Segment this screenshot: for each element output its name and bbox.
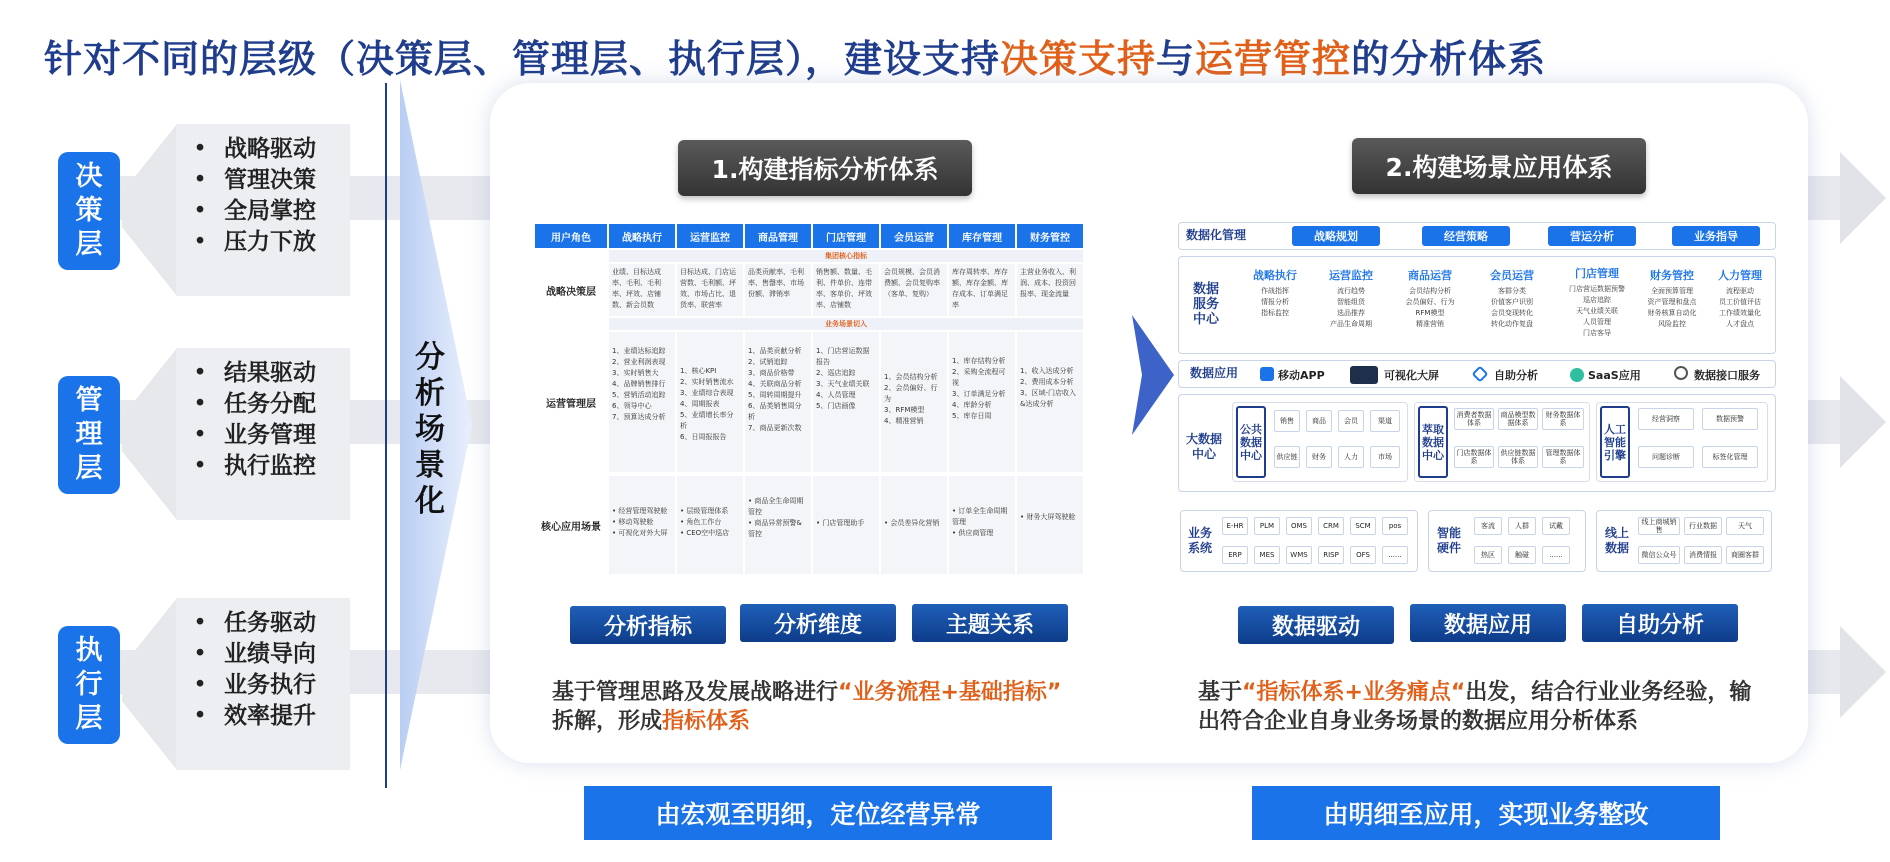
level-fan — [122, 348, 177, 520]
hw-item: ...... — [1542, 546, 1570, 564]
level-band-arrow-execution — [1840, 626, 1886, 718]
hw-item: 触碰 — [1508, 546, 1536, 564]
online-item: 消费情报 — [1684, 546, 1722, 564]
matrix-cell: 业绩、目标达成率、毛利、毛利率、坪效、店铺数、新会员数 — [609, 264, 675, 316]
saas-icon — [1570, 368, 1584, 382]
matrix-cell: • 门店管理助手 — [813, 476, 879, 574]
level-list-execution — [176, 598, 350, 770]
matrix-header: 商品管理 — [745, 224, 811, 248]
level-badge-execution: 执 行 层 — [58, 626, 120, 744]
level-item: • 结果驱动 — [193, 360, 316, 386]
extract-item: 消费者数据体系 — [1454, 408, 1494, 430]
level-badge-management: 管 理 层 — [58, 376, 120, 494]
digital-mgmt-label: 数据化管理 — [1186, 228, 1247, 242]
extract-data-tag: 萃取数据中心 — [1418, 406, 1448, 478]
section1-description: 基于管理思路及发展战略进行“业务流程+基础指标” 拆解，形成指标体系 — [552, 680, 1062, 734]
matrix-header: 财务管控 — [1017, 224, 1083, 248]
biz-item: E-HR — [1222, 517, 1248, 535]
extract-item: 供应链数据体系 — [1498, 446, 1538, 468]
app-label: SaaS应用 — [1588, 369, 1641, 382]
smart-hw-label: 智能硬件 — [1436, 526, 1461, 555]
public-item: 渠道 — [1370, 410, 1400, 432]
online-item: 微信公众号 — [1638, 546, 1680, 564]
top-pill: 战略规划 — [1292, 226, 1380, 246]
level-list-decision — [176, 124, 350, 296]
biz-system-label: 业务系统 — [1187, 526, 1212, 555]
matrix-header: 门店管理 — [813, 224, 879, 248]
macro-to-detail-banner: 由宏观至明细，定位经营异常 — [584, 786, 1052, 840]
app-label: 数据接口服务 — [1694, 369, 1760, 382]
level-band-arrow-decision — [1840, 152, 1886, 244]
public-item: 市场 — [1370, 446, 1400, 468]
top-pill: 业务指导 — [1672, 226, 1760, 246]
top-pill: 营运分析 — [1548, 226, 1636, 246]
public-item: 商品 — [1306, 410, 1332, 432]
public-item: 人力 — [1338, 446, 1364, 468]
public-item: 供应链 — [1274, 446, 1300, 468]
biz-item: OFS — [1350, 546, 1376, 564]
title-text: 针对不同的层级（决策层、管理层、执行层），建设支持 — [44, 37, 1001, 81]
page-title — [44, 28, 1546, 83]
title-highlight-ops: 运营管控 — [1195, 37, 1352, 81]
matrix-cell: 1、收入达成分析 2、费用成本分析 3、区域-门店收入&达成分析 — [1017, 332, 1083, 472]
biz-item: OMS — [1286, 517, 1312, 535]
matrix-row-label: 运营管理层 — [535, 332, 607, 472]
ai-item: 标签化管理 — [1702, 446, 1758, 468]
section2-description: 基于“指标体系+业务痛点“出发，结合行业业务经验，输出符合企业自身业务场景的数据应用分析体系 — [1198, 680, 1752, 734]
biz-item: CRM — [1318, 517, 1344, 535]
level-item: • 执行监控 — [193, 453, 316, 479]
online-item: 线上商城销售 — [1638, 517, 1680, 535]
service-col: 财务管控 全面预算管理 资产管理和盘点 财务核算自动化 风险监控 — [1647, 269, 1697, 328]
matrix-cell: 1、品类贡献分析 2、试销追踪 3、商品价格带 4、关联商品分析 5、周转周期提升 6、品类销售周分析 7、商品更新次数 — [745, 332, 811, 472]
matrix-cell: • 订单全生命周期管理 • 供应商管理 — [949, 476, 1015, 574]
title-highlight-decision: 决策支持 — [1000, 37, 1157, 81]
matrix-cell: • 商品全生命周期管控 • 商品异常预警&管控 — [745, 476, 811, 574]
biz-item: pos — [1382, 517, 1408, 535]
title-suffix: 的分析体系 — [1351, 37, 1547, 81]
level-list-management — [176, 348, 350, 520]
scenario-diagram — [1178, 222, 1776, 572]
online-item: 行业数据 — [1684, 517, 1722, 535]
online-item: 天气 — [1726, 517, 1764, 535]
service-col: 会员运营 客群分类 价值客户识别 会员变现转化 转化动作复盘 — [1490, 269, 1534, 328]
matrix-cell: • 层级管理体系 • 角色工作台 • CEO空中巡店 — [677, 476, 743, 574]
section1-title: 1.构建指标分析体系 — [678, 140, 972, 196]
level-badge-decision: 决 策 层 — [58, 152, 120, 270]
level-item: • 战略驱动 — [193, 136, 316, 162]
public-item: 销售 — [1274, 410, 1300, 432]
matrix-cell: 销售额、数量、毛利、件单价、连带率、客单价、坪效率、店铺数 — [813, 264, 879, 316]
analysis-dimension-button: 分析维度 — [740, 604, 896, 642]
matrix-cell: 1、会员结构分析 2、会员偏好、行为 3、RFM模型 4、精准营销 — [881, 332, 947, 472]
matrix-header: 用户角色 — [535, 224, 607, 248]
ai-engine-tag: 人工智能引擎 — [1600, 406, 1630, 478]
level-fan — [122, 598, 177, 770]
biz-item: PLM — [1254, 517, 1280, 535]
matrix-cell: 目标达成、门店运营数、毛利额、坪效、市场占比、退货率、联营率 — [677, 264, 743, 316]
matrix-header: 库存管理 — [949, 224, 1015, 248]
biz-item: RISP — [1318, 546, 1344, 564]
biz-item: ERP — [1222, 546, 1248, 564]
ai-item: 经营洞察 — [1638, 408, 1694, 430]
vertical-divider — [385, 83, 387, 788]
matrix-cell: 库存周转率、库存额、库存金额、库存成本、订单满足率 — [949, 264, 1015, 316]
matrix-header: 会员运营 — [881, 224, 947, 248]
extract-item: 门店数据体系 — [1454, 446, 1494, 468]
bigdata-label: 大数据中心 — [1185, 432, 1222, 461]
topic-relation-button: 主题关系 — [912, 604, 1068, 642]
online-item: 商圈客群 — [1726, 546, 1764, 564]
app-label: 移动APP — [1278, 369, 1325, 382]
detail-to-application-banner: 由明细至应用，实现业务整改 — [1252, 786, 1720, 840]
service-col: 人力管理 流程驱动 员工价值评估 工作绩效量化 人才盘点 — [1718, 269, 1762, 328]
title-connector: 与 — [1156, 37, 1196, 81]
level-item: • 压力下放 — [193, 229, 316, 255]
matrix-cell: • 财务大屏驾驶舱 — [1017, 476, 1083, 574]
data-app-label: 数据应用 — [1190, 366, 1239, 380]
app-label: 自助分析 — [1494, 369, 1538, 382]
public-item: 会员 — [1338, 410, 1364, 432]
level-item: • 业绩导向 — [193, 641, 316, 667]
level-fan — [122, 124, 177, 296]
extract-item: 商品模型数据体系 — [1498, 408, 1538, 430]
top-pill: 经营策略 — [1422, 226, 1510, 246]
biz-item: SCM — [1350, 517, 1376, 535]
matrix-cell: 1、库存结构分析 2、采购全流程可视 3、订单满足分析 4、库龄分析 5、库存日周 — [949, 332, 1015, 472]
level-item: • 任务分配 — [193, 391, 316, 417]
matrix-row-label: 战略决策层 — [535, 264, 607, 316]
online-data-label: 线上数据 — [1604, 526, 1629, 555]
biz-item: WMS — [1286, 546, 1312, 564]
level-item: • 效率提升 — [193, 703, 316, 729]
level-item: • 任务驱动 — [193, 610, 316, 636]
analysis-indicator-button: 分析指标 — [570, 606, 726, 644]
matrix-cell: 主营业务收入、利润、成本、投资回报率、现金流量 — [1017, 264, 1083, 316]
service-center-label: 数据服务中心 — [1192, 282, 1219, 327]
matrix-cell: 1、核心KPI 2、实时销售流水 3、业绩综合表现 4、周期报表 5、业绩增长率分析 6、日周报报告 — [677, 332, 743, 472]
biz-item: ...... — [1382, 546, 1408, 564]
mobile-app-icon — [1260, 367, 1274, 381]
matrix-header: 运营监控 — [677, 224, 743, 248]
self-analysis-button: 自助分析 — [1582, 604, 1738, 642]
section2-title: 2.构建场景应用体系 — [1352, 138, 1646, 194]
level-item: • 业务执行 — [193, 672, 316, 698]
data-driven-button: 数据驱动 — [1238, 606, 1394, 644]
api-icon — [1674, 366, 1688, 380]
hw-item: 客流 — [1474, 517, 1502, 535]
ai-item: 问题诊断 — [1638, 446, 1694, 468]
hw-item: 试戴 — [1542, 517, 1570, 535]
biz-item: MES — [1254, 546, 1280, 564]
matrix-row-label: 核心应用场景 — [535, 476, 607, 574]
vertical-label: 分 析 场 景 化 — [415, 340, 445, 519]
flow-arrow-icon — [1132, 315, 1174, 435]
app-label: 可视化大屏 — [1384, 369, 1439, 382]
service-col: 运营监控 流行趋势 智能组货 选品推荐 产品生命周期 — [1329, 269, 1373, 328]
data-application-button: 数据应用 — [1410, 604, 1566, 642]
matrix-cell: 1、业绩达标追踪 2、营业利润表现 3、实时销售大 4、品牌销售排行 5、营销活动追踪 6、领导中心 7、预算达成分析 — [609, 332, 675, 472]
public-item: 财务 — [1306, 446, 1332, 468]
hw-item: 热区 — [1474, 546, 1502, 564]
extract-item: 财务数据体系 — [1542, 408, 1584, 430]
matrix-cell: 品类贡献率、毛利率、售罄率、市场份额、滞销率 — [745, 264, 811, 316]
extract-item: 管理数据体系 — [1542, 446, 1584, 468]
matrix-cell: 会员规模、会员消费额、会员复购率（客单、复购） — [881, 264, 947, 316]
level-item: • 管理决策 — [193, 167, 316, 193]
ai-item: 数据预警 — [1702, 408, 1758, 430]
hw-item: 人群 — [1508, 517, 1536, 535]
matrix-header: 战略执行 — [609, 224, 675, 248]
matrix-strip: 业务场景切入 — [609, 318, 1083, 330]
service-col: 战略执行 作战指挥 情报分析 指标监控 — [1253, 269, 1297, 317]
matrix-cell: • 会员差异化营销 — [881, 476, 947, 574]
matrix-cell: 1、门店营运数据报告 2、巡店追踪 3、天气业绩关联 4、人员管理 5、门店画像 — [813, 332, 879, 472]
service-col: 门店管理 门店营运数据预警 巡店追踪 天气业绩关联 人员管理 门店客导 — [1569, 267, 1625, 337]
indicator-matrix — [535, 224, 1083, 574]
public-data-tag: 公共数据中心 — [1236, 406, 1266, 478]
level-band-arrow-management — [1840, 376, 1886, 468]
screen-icon — [1350, 366, 1378, 384]
matrix-strip: 集团核心指标 — [609, 250, 1083, 262]
service-col: 商品运营 会员结构分析 会员偏好、行为 RFM模型 精准营销 — [1405, 269, 1455, 328]
matrix-cell: • 经营管理驾驶舱 • 移动驾驶舱 • 可视化对外大屏 — [609, 476, 675, 574]
level-item: • 全局掌控 — [193, 198, 316, 224]
level-item: • 业务管理 — [193, 422, 316, 448]
